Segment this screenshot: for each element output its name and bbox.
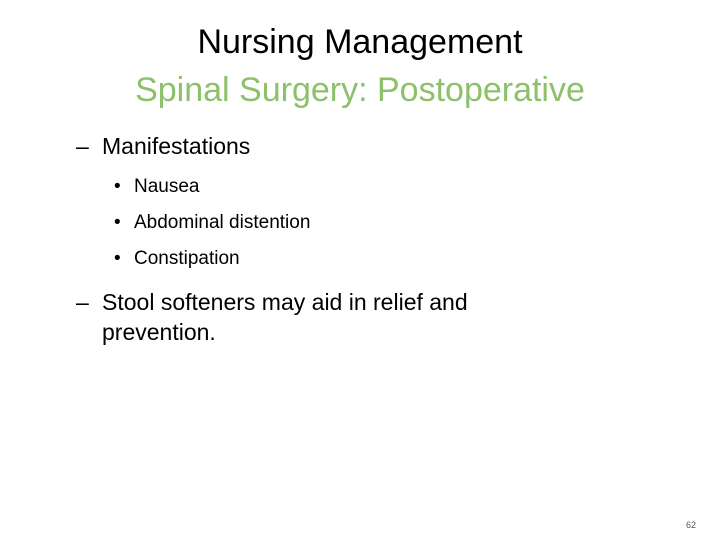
list-item <box>76 169 676 205</box>
list-item <box>76 205 676 241</box>
bullet-stool-softeners <box>76 287 676 347</box>
slide-subtitle: Spinal Surgery: Postoperative <box>135 71 585 109</box>
bullet-marker: • <box>114 212 121 233</box>
bullet-marker: • <box>114 248 121 269</box>
dash-marker: – <box>76 289 89 315</box>
manifestations-list <box>76 169 676 277</box>
spacer <box>76 277 676 287</box>
slide-number: 62 <box>685 520 696 530</box>
list-item-text: Constipation <box>134 248 240 269</box>
slide-title: Nursing Management <box>197 23 523 61</box>
list-item <box>76 241 676 277</box>
slide-content <box>76 131 676 347</box>
bullet-manifestations <box>76 131 676 161</box>
list-item-text: Nausea <box>134 176 200 197</box>
bullet-marker: • <box>114 176 121 197</box>
dash-marker: – <box>76 133 89 159</box>
bullet-text: Manifestations <box>102 133 251 159</box>
title-block <box>0 18 720 114</box>
bullet-text: Stool softeners may aid in relief and prevention. <box>102 289 468 345</box>
list-item-text: Abdominal distention <box>134 212 311 233</box>
